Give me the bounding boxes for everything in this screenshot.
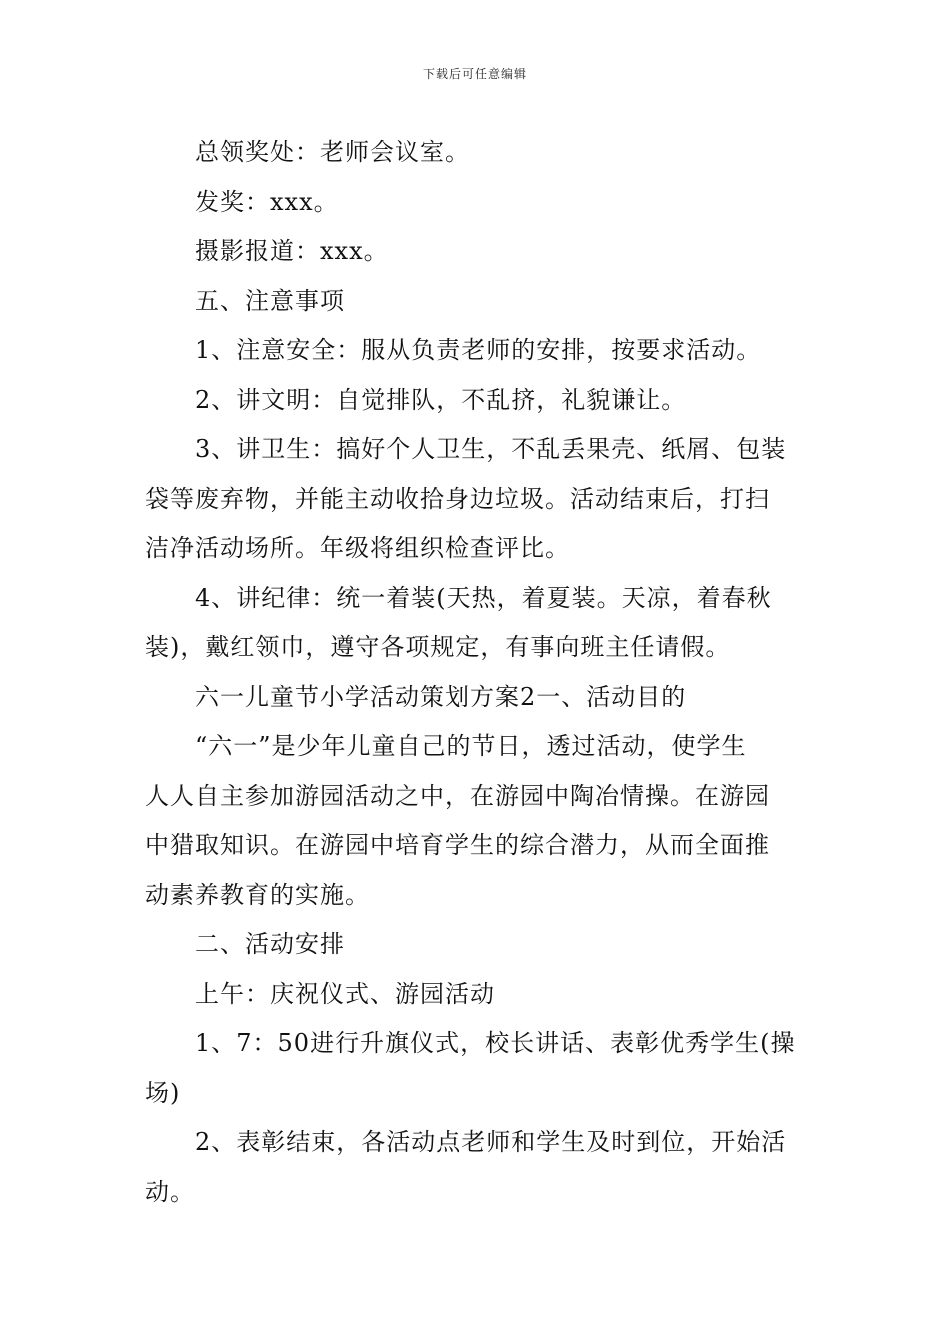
text-line: 摄影报道：xxx。: [195, 237, 389, 265]
text-line: 人人自主参加游园活动之中，在游园中陶冶情操。在游园: [145, 781, 770, 810]
page-header-note: 下载后可任意编辑: [422, 67, 527, 81]
section-heading: 五、注意事项: [195, 286, 345, 315]
text-line: 总领奖处：老师会议室。: [195, 138, 470, 166]
text-line: 袋等废弃物，并能主动收拾身边垃圾。活动结束后，打扫: [145, 484, 770, 513]
document-body: [145, 128, 815, 1217]
text-line: 动。: [145, 1177, 195, 1206]
text-line: 洁净活动场所。年级将组织检查评比。: [145, 534, 570, 562]
text-line: 发奖：xxx。: [195, 187, 339, 216]
text-line: “六一”是少年儿童自己的节日，透过活动，使学生: [195, 732, 747, 760]
text-line: 中猎取知识。在游园中培育学生的综合潜力，从而全面推: [145, 831, 770, 859]
text-line: 1、注意安全：服从负责老师的安排，按要求活动。: [195, 336, 762, 364]
text-line: 场): [145, 1078, 181, 1107]
section-heading: 六一儿童节小学活动策划方案2一、活动目的: [195, 682, 687, 711]
text-line: 4、讲纪律：统一着装(天热，着夏装。天凉，着春秋: [195, 583, 772, 612]
text-line: 动素养教育的实施。: [145, 880, 370, 909]
text-line: 上午：庆祝仪式、游园活动: [195, 979, 495, 1008]
text-line: 3、讲卫生：搞好个人卫生，不乱丢果壳、纸屑、包装: [195, 435, 787, 463]
text-line: 1、7：50进行升旗仪式，校长讲话、表彰优秀学生(操: [195, 1029, 796, 1057]
text-line: 2、表彰结束，各活动点老师和学生及时到位，开始活: [195, 1128, 787, 1156]
section-heading: 二、活动安排: [195, 930, 345, 958]
text-line: 装)，戴红领巾，遵守各项规定，有事向班主任请假。: [145, 633, 731, 661]
text-line: 2、讲文明：自觉排队，不乱挤，礼貌谦让。: [195, 385, 687, 414]
